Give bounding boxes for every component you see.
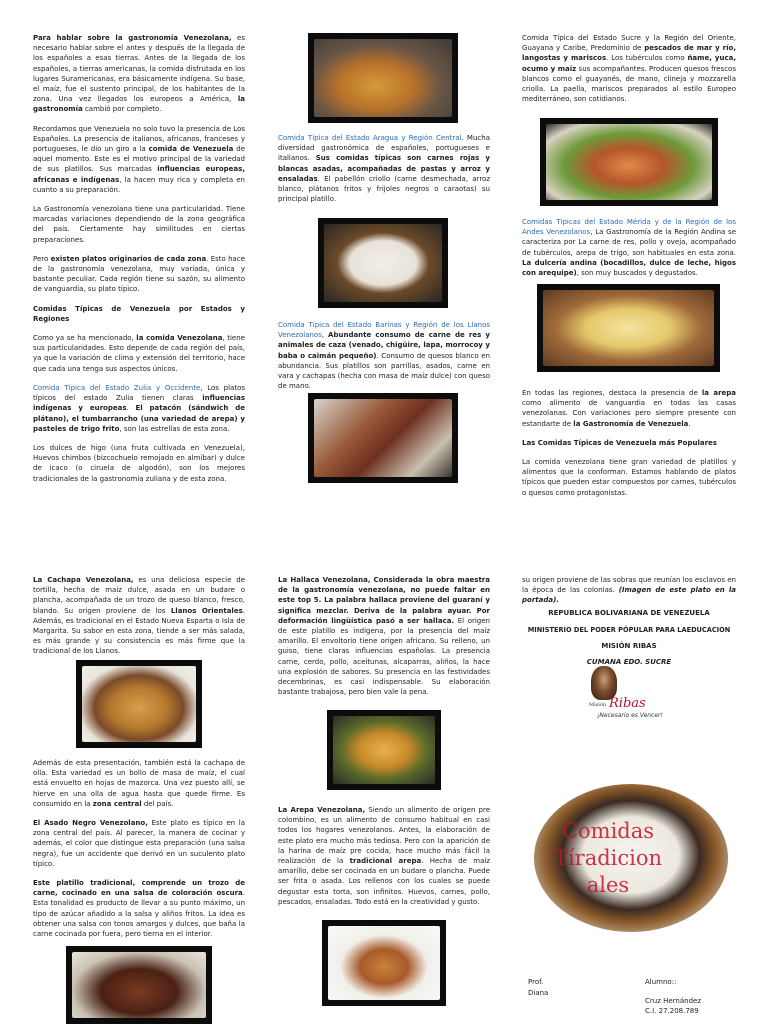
col6-intro [522,575,736,606]
column-4-top [33,575,245,666]
text-run: Siendo un alimento de origen pre colombino, es un alimento de consumo habitual en casi todos los hogares venezolanos. Antes, la elaboración de este plato era mucho más tediosa. Pero con la aparición de la harina de maíz pre cocida, hace mucho más fácil la realización de la [278,806,491,866]
logo-slogan: ¡Necesario es Vencer! [597,712,663,719]
text-run: , la hacen muy rica y completa en cuanto a su preparación. [33,175,245,194]
mision-ribas-logo [585,664,677,722]
text-run: Comida Típica del Estado Zulia y Occidente [33,383,201,392]
text-run: Este plato es típico en la zona central del país. Al parecer, la manera de cocinar y además, el color que distingue esta preparación (una salsa negra), fue un accidente que derivó en un suculento plato típico. [33,819,245,868]
text-run: la Gastronomía de Venezuela [573,419,689,428]
text-run: . Los tubérculos como [606,54,688,63]
text-run: la arepa [701,389,736,397]
text-run: influencias europeas, africanas e indígenas [33,165,245,184]
text-run: (Imagen de este plato en la portada). [522,586,736,605]
text-run: El origen de este platillo es indígena, por la presencia del maíz amarillo. El envoltorio tiene origen africano. Su relleno, un guiso, tiene claras influencias españolas. La presencia carne, cerdo, pollo, aceitunas, alcaparras, aliños, la hace una explosión de sabores. Su presencia en las festividades decembrinas, es casi indispensable. Su elaboración bastante trabajosa, pero bien vale la pena. [278,616,490,697]
text-run: . Hecha de maíz amarillo, debe ser cocinada en un budare o plancha. Puede ser frita o asada. Los rellenos con los cuales se puede degustar esta torta, son infinitos. Huevos, carnes, pollo, pescados, ensaladas. Todo está en la creatividad y gusto. [278,857,490,906]
text-run: , [321,331,329,340]
text-run: En todas las regiones, destaca la presencia de [522,389,702,397]
text-run: influencias indígenas y europeas [33,394,245,413]
col4-paragraph-2 [33,758,245,809]
text-run: , son muy buscados y degustados. [576,269,698,278]
text-run: Las Comidas Típicas de Venezuela más Populares [522,438,717,447]
column-5-top [278,575,490,706]
text-run: La comida venezolana tiene gran variedad de platillos y alimentos que la conforman. Estamos hablando de platos típicos que pueden estar compuestos por carnes, tubérculos o quesos como protagonistas. [522,458,736,497]
text-run: de aquel momento. Este es el motivo principal de la variedad de sus platillos. Sus marcadas [33,145,245,174]
text-run: , La Gastronomía de la Región Andina se caracteriza por La carne de res, pollo y oveja, acompañado de tubérculos, arepa de trigo, son habituales en esta zona. [522,228,737,257]
col1-paragraph-7 [33,383,245,434]
text-run: Abundante consumo de carne de res y animales de caza (venado, chigüire, lapa, morrocoy y baba o caimán pequeño) [278,331,490,360]
text-run: Sus comidas típicas son carnes rojas y blancas asadas, acompañadas de pastas y arroz y ensaladas [278,154,490,183]
student-name: Cruz Hernández [645,997,702,1005]
text-run: , son las estrellas de esta zona. [119,424,230,433]
text-run: . Además, es tradicional en el Estado Nueva Esparta o Isla de Margarita. Su sabor en esta zona, tiende a ser más salada, es más grande y su consistencia es más firme que la tradicional de los Llanos. [33,606,245,656]
prof-label: Prof. [528,978,544,986]
text-run: La Gastronomía venezolana tiene una particularidad. Tiene marcadas variaciones dependiendo de la zona geográfica del país. Ciertamente hay similitudes en ciertas preparaciones. [33,205,245,244]
pabellon-criollo-photo [318,218,448,308]
text-run: . Esto hace de la gastronomía venezolana, muy variada, única y bastante peculiar. Cada región tiene su sazón, su alimento de vanguardia, su plato típico. [33,254,246,294]
col1-paragraph-1 [33,33,245,115]
header-republica: REPUBLICA BOLIVARIANA DE VENEZUELA [548,609,710,617]
text-run: como alimento de vanguardia en todas las casas venezolanas. Con variaciones pero siempre presente con estandarte de [522,399,736,428]
col4-paragraph-4 [33,878,245,939]
text-run: la gastronomía [33,95,245,114]
col1-paragraph-2 [33,124,245,195]
text-run: sus acompañantes. Producen quesos frescos blancos como el guayanés, de mano, clineja y mozzarella criolla. La paella, mariscos preparados al estilo Europeo mediterráneo, son cotidianos. [522,64,736,104]
arepa-photo [322,920,446,1006]
column-2-top [278,133,490,213]
text-run: La dulcería andina (bocadillos, dulce de leche, higos con arequipe) [522,258,736,278]
col4-paragraph-1 [33,575,245,657]
text-run: existen platos originarios de cada zona [50,254,207,263]
col3-paragraph-5 [522,457,736,498]
cover-title: Comidas Tíradicion ales [553,819,663,897]
col3-section-heading [522,438,736,448]
text-run: Comida Típica del Estado Sucre y la Región del Oriente, Guayana y Caribe, Predominio de [522,34,736,53]
text-run: la comida Venezolana [136,334,223,343]
cachapa-photo [76,660,202,748]
grilled-meat-photo [308,393,458,483]
student-label: Alumno:: [645,978,677,986]
text-run: . Consumo de quesos blanco en abundancia. Sus platillos son parrillas, asados, carne en vara y cachapas (hecha con masa de maíz dulce) con queso de mano. [278,351,490,391]
text-run: es necesario hablar sobre el antes y después de la llegada de los españoles a esas tierras. Antes de la llegada de los españoles, a tierras americanas, la comida disfrutada en los lugares Suramericanas, era básicamente indígena. Su base, el maíz, fue el sustento principal, de los habitantes de la zona. Una vez llegados los europeos a América, [33,34,246,104]
text-run: El Asado Negro Venezolano, [33,819,148,828]
col2-paragraph-2 [278,320,490,391]
col1-section-heading [33,304,245,324]
column-1 [33,33,245,493]
text-run: del país. [141,799,174,808]
header-cumana: CUMANA EDO. SUCRE [586,658,672,666]
col1-paragraph-6 [33,333,245,374]
column-5-bottom [278,805,490,916]
text-run: su origen proviene de las sobras que reunían los esclavos en la época de las colonias. [522,576,736,595]
text-run: Además de esta presentación, también está la cachapa de olla. Esta variedad es un bollo de masa de maíz, el cual está envuelto en hojas de mazorca. Una vez puesto allí, se hierve en una olla de agua hasta que quede firme. Es consumido en la [33,759,245,808]
column-3-bottom [522,388,736,507]
text-run: La Arepa Venezolana, [278,806,366,814]
fried-fish-photo [540,118,718,206]
hallaca-photo [327,710,441,790]
col5-paragraph-2 [278,805,490,907]
text-run: . [688,419,691,428]
text-run: . Mucha diversidad gastronómica de españoles, portugueses e italianos. [278,134,490,163]
text-run: Los dulces de higo (una fruta cultivada en Venezuela), Huevos chimbos (bizcochuelo remojado en almíbar) y dulce de icaco (o ciruela de algodón), son los mejores tradicionales de la gastronomía zuliana y de esta zona. [33,443,245,483]
text-run: Comidas Típicas del Estado Mérida y de la Región de los Andes Venezolanos [522,218,736,237]
text-run: El patacón (sándwich de plátano), el tumbarrancho (una variedad de arepa) y pasteles de trigo frito [33,404,245,433]
text-run: . El pabellón criollo (carne desmechada, arroz blanco, plátanos fritos y frijoles negros o caraotas) su principal platillo. [278,174,490,204]
text-run: . [126,404,136,413]
andean-soup-photo [537,284,720,372]
text-run: cambió por completo. [82,105,162,114]
text-run: zona central [92,799,142,808]
empanada-photo [308,33,458,123]
prof-name: Diana [528,989,549,997]
text-run: es una deliciosa especie de tortilla, hecha de maíz dulce, asada en un budare o plancha, acompañada de un trozo de queso blanco, fresco, blando. Su origen proviene de los [33,576,245,615]
column-3-top [522,33,736,113]
text-run: Pero [33,254,51,263]
column-3-mid [522,217,736,287]
text-run: pescados de mar y río, langostas y mariscos [522,44,736,63]
col2-paragraph-1 [278,133,490,204]
col1-paragraph-3 [33,204,245,245]
text-run: La Cachapa Venezolana, [33,576,134,584]
col3-paragraph-3 [522,388,736,429]
text-run: Considerada la obra maestra de la gastronomía venezolana, no puede faltar en este top 5. La palabra hallaca proviene del guaraní y significa mezclar. Deriva de la palabra ayuar. Por deformación lingüística pasó a ser hallaca. [278,576,490,625]
header-mision: MISIÓN RIBAS [601,642,657,650]
text-run: Para hablar sobre la gastronomía Venezolana, [33,34,232,42]
column-2-mid [278,320,490,400]
text-run: Comida Típica del Estado Aragua y Región Central [278,134,462,142]
col3-paragraph-1 [522,33,736,104]
col5-paragraph-1 [278,575,490,697]
asado-negro-photo [66,946,212,1024]
text-run: , Los platos típicos del estado Zulia tienen claras [33,383,246,403]
logo-wordmark: Ribas [609,696,646,711]
col4-paragraph-3 [33,818,245,869]
text-run: tradicional arepa [349,857,422,866]
text-run: comida de Venezuela [148,145,234,154]
text-run: . Esta tonalidad es producto de llevar a su punto máximo, un tipo de azúcar añadido a la salsa y aliños fritos. La idea es obtener una salsa con tonos amargos y dulces, que baña la carne cocinada por fuera, pero tierna en el interior. [33,889,245,939]
text-run: La Hallaca Venezolana, [278,576,371,584]
text-run: Como ya se ha mencionado, [33,334,137,343]
col3-paragraph-2 [522,217,736,278]
text-run: ñame, yuca, ocumo y maíz [522,54,736,73]
col1-paragraph-8 [33,443,245,484]
column-4-bottom [33,758,245,948]
text-run: Comida Típica del Estado Barinas y Región de los Llanos Venezolanos [278,321,490,340]
logo-prefix: Misión [589,702,607,708]
text-run: Este platillo tradicional, comprende un trozo de carne, cocinado en una salsa de coloración oscura [33,879,245,898]
header-ministerio: MINISTERIO DEL PODER PÓPULAR PARA LAEDUCACION [527,626,731,634]
text-run: , tiene sus particularidades. Esto depende de cada región del país, ya que la variación de clima y extensión del territorio, hace que cada una tenga sus aspectos únicos. [33,334,245,373]
bolivar-portrait-icon [591,666,617,700]
text-run: Recordamos que Venezuela no solo tuvo la presencia de Los Españoles. La presencia de italianos, africanos, franceses y portugueses, le dio un giro a la [33,124,245,154]
student-id: C.I. 27.208.789 [645,1007,699,1015]
col1-paragraph-4 [33,254,245,295]
text-run: Llanos Orientales [170,606,243,615]
text-run: Comidas Típicas de Venezuela por Estados y Regiones [33,304,245,323]
